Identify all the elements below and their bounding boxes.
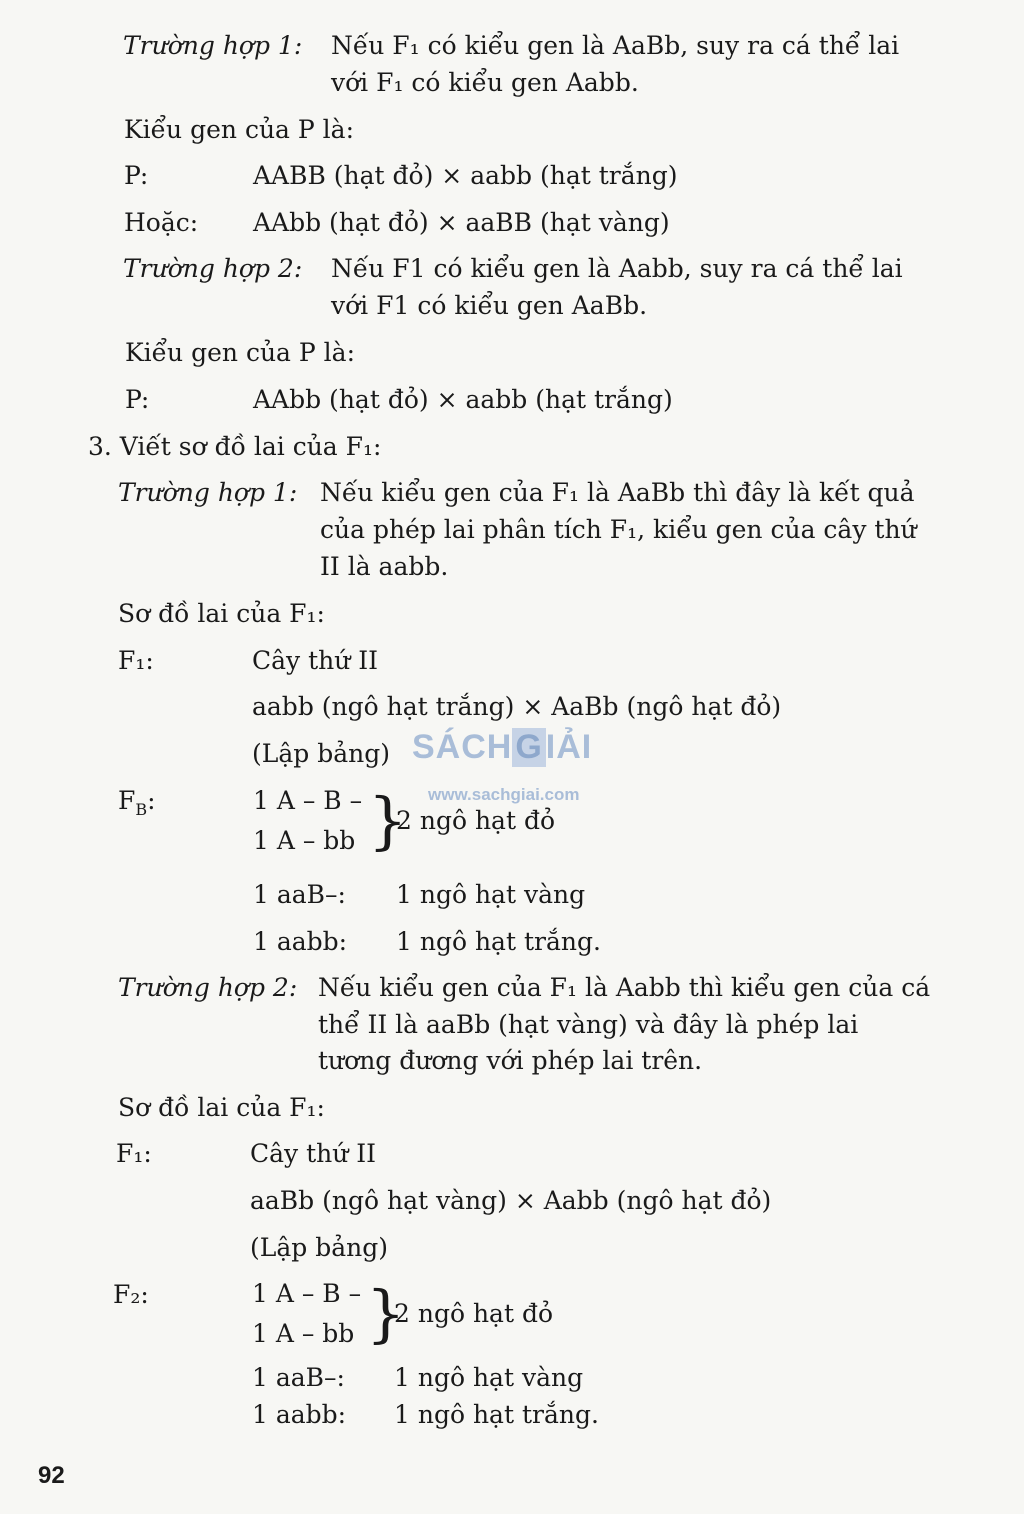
case-2-text-line2: với F1 có kiểu gen AaBb. bbox=[331, 291, 648, 320]
s3-case-2-row4-phenotype: 1 ngô hạt trắng. bbox=[394, 1400, 599, 1429]
s3-case-2-brace-result: 2 ngô hạt đỏ bbox=[394, 1299, 554, 1328]
s3-case-1-f1-label: F₁: bbox=[118, 646, 154, 675]
s3-case-1-brace-result: 2 ngô hạt đỏ bbox=[396, 806, 556, 835]
s3-case-2-line3: tương đương với phép lai trên. bbox=[318, 1046, 703, 1075]
s3-case-1-row1: 1 A – B – bbox=[253, 786, 363, 815]
s3-case-1-cross: aabb (ngô hạt trắng) × AaBb (ngô hạt đỏ) bbox=[252, 692, 782, 721]
s3-case-1-brace: } bbox=[368, 784, 408, 857]
p-label-2: P: bbox=[125, 385, 150, 414]
s3-case-2-cross: aaBb (ngô hạt vàng) × Aabb (ngô hạt đỏ) bbox=[250, 1186, 772, 1215]
genotype-p-heading: Kiểu gen của P là: bbox=[124, 115, 354, 144]
s3-case-1-row3-phenotype: 1 ngô hạt vàng bbox=[396, 880, 586, 909]
case-1-text-line2: với F₁ có kiểu gen Aabb. bbox=[331, 68, 639, 97]
or-label: Hoặc: bbox=[124, 208, 199, 237]
s3-case-1-diagram-heading: Sơ đồ lai của F₁: bbox=[118, 599, 325, 628]
s3-case-1-row4-phenotype: 1 ngô hạt trắng. bbox=[396, 927, 601, 956]
case-1-text-line1: Nếu F₁ có kiểu gen là AaBb, suy ra cá thể lai bbox=[331, 31, 900, 60]
section-3-heading: 3. Viết sơ đồ lai của F₁: bbox=[88, 432, 382, 461]
s3-case-1-row3-genotype: 1 aaB–: bbox=[253, 880, 346, 909]
s3-case-2-brace: } bbox=[366, 1277, 406, 1350]
s3-case-1-row2: 1 A – bb bbox=[253, 826, 356, 855]
s3-case-1-gen-label: $F_B$: bbox=[118, 786, 156, 819]
s3-case-2-line1: Nếu kiểu gen của F₁ là Aabb thì kiểu gen của cá bbox=[318, 973, 931, 1002]
p-cross: AABB (hạt đỏ) × aabb (hạt trắng) bbox=[253, 161, 678, 190]
s3-case-2-row4-genotype: 1 aabb: bbox=[252, 1400, 347, 1429]
s3-case-1-table-note: (Lập bảng) bbox=[252, 739, 390, 768]
s3-case-2-row1: 1 A – B – bbox=[252, 1279, 362, 1308]
case-2-label: Trường hợp 2: bbox=[123, 254, 303, 283]
s3-case-2-row3-genotype: 1 aaB–: bbox=[252, 1363, 345, 1392]
s3-case-2-f1-label: F₁: bbox=[116, 1139, 152, 1168]
s3-case-1-plant: Cây thứ II bbox=[252, 646, 379, 675]
s3-case-2-gen-label: F₂: bbox=[113, 1280, 149, 1309]
s3-case-1-row4-genotype: 1 aabb: bbox=[253, 927, 348, 956]
watermark-url: www.sachgiai.com bbox=[428, 785, 580, 804]
p-cross-2: AAbb (hạt đỏ) × aabb (hạt trắng) bbox=[253, 385, 673, 414]
case-1-label: Trường hợp 1: bbox=[123, 31, 303, 60]
genotype-p-heading-2: Kiểu gen của P là: bbox=[125, 338, 355, 367]
s3-case-2-table-note: (Lập bảng) bbox=[250, 1233, 388, 1262]
s3-case-1-label: Trường hợp 1: bbox=[118, 478, 298, 507]
s3-case-1-line2: của phép lai phân tích F₁, kiểu gen của cây thứ bbox=[320, 515, 917, 544]
s3-case-2-diagram-heading: Sơ đồ lai của F₁: bbox=[118, 1093, 325, 1122]
s3-case-2-row3-phenotype: 1 ngô hạt vàng bbox=[394, 1363, 584, 1392]
case-2-text-line1: Nếu F1 có kiểu gen là Aabb, suy ra cá thể lai bbox=[331, 254, 903, 283]
s3-case-2-plant: Cây thứ II bbox=[250, 1139, 377, 1168]
s3-case-1-line1: Nếu kiểu gen của F₁ là AaBb thì đây là kết quả bbox=[320, 478, 915, 507]
s3-case-2-line2: thể II là aaBb (hạt vàng) và đây là phép lai bbox=[318, 1010, 859, 1039]
p-label: P: bbox=[124, 161, 149, 190]
s3-case-2-row2: 1 A – bb bbox=[252, 1319, 355, 1348]
watermark-logo: SÁCHGIẢI bbox=[412, 728, 593, 766]
page-number: 92 bbox=[38, 1462, 65, 1489]
s3-case-2-label: Trường hợp 2: bbox=[118, 973, 298, 1002]
s3-case-1-line3: II là aabb. bbox=[320, 552, 449, 581]
or-cross: AAbb (hạt đỏ) × aaBB (hạt vàng) bbox=[253, 208, 670, 237]
